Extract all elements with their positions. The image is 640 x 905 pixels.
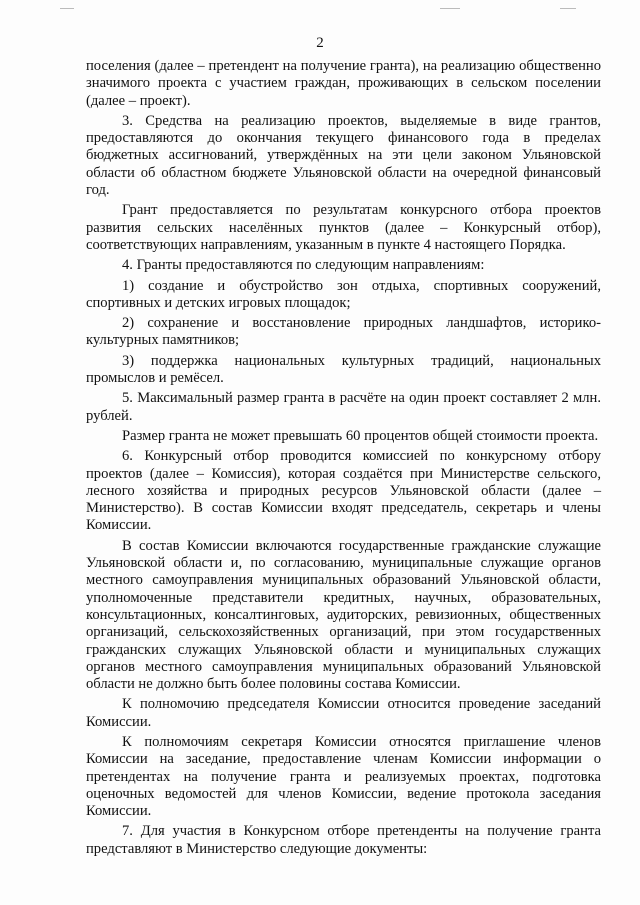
page-number: 2 xyxy=(316,35,324,51)
paragraph: Грант предоставляется по результатам конкурсного отбора проектов развития сельских населённых пунктов (далее – Конкурсный отбор), соответствующих направлениям, указанным в пункте 4 настоящего Порядка. xyxy=(86,202,601,253)
scan-artifact xyxy=(60,8,74,9)
paragraph: 3. Средства на реализацию проектов, выделяемые в виде грантов, предоставляются до окончания текущего финансового года в пределах бюджетных ассигнований, утверждённых на эти цели законом Ульяновской области об областном бюджете Ульяновской области на очередной финансовый год. xyxy=(86,112,601,199)
list-item: 2) сохранение и восстановление природных ландшафтов, историко-культурных памятников; xyxy=(86,315,601,349)
paragraph: 4. Гранты предоставляются по следующим направлениям: xyxy=(122,257,485,274)
paragraph: 5. Максимальный размер гранта в расчёте на один проект составляет 2 млн. рублей. xyxy=(86,390,601,424)
scan-artifact xyxy=(440,8,460,9)
document-body xyxy=(86,58,601,861)
scan-artifact xyxy=(560,8,576,9)
paragraph: Размер гранта не может превышать 60 процентов общей стоимости проекта. xyxy=(122,427,599,444)
paragraph: К полномочию председателя Комиссии относится проведение заседаний Комиссии. xyxy=(86,696,601,730)
paragraph: К полномочиям секретаря Комиссии относятся приглашение членов Комиссии на заседание, предоставление членам Комиссии информации о претендентах на получение гранта и реализуемых проектах, подготовка оценочных ведомостей для членов Комиссии, ведение протокола заседания Комиссии. xyxy=(86,733,601,820)
paragraph: В состав Комиссии включаются государственные гражданские служащие Ульяновской области и, по согласованию, муниципальные служащие органов местного самоуправления муниципальных образований Ульяновской области, уполномоченные представители кредитных, научных, образовательных, консультационных, консалтинговых, аудиторских, ревизионных, общественных организаций, сельскохозяйственных организаций, при этом государственных гражданских служащих Ульяновской области и муниципальных служащих органов местного самоуправления муниципальных образований Ульяновской области не должно быть более половины состава Комиссии. xyxy=(86,537,601,693)
list-item: 1) создание и обустройство зон отдыха, спортивных сооружений, спортивных и детских игровых площадок; xyxy=(86,277,601,311)
paragraph: 6. Конкурсный отбор проводится комиссией по конкурсному отбору проектов (далее – Комиссия), которая создаётся при Министерстве сельского, лесного хозяйства и природных ресурсов Ульяновской области (далее – Министерство). В состав Комиссии входят председатель, секретарь и члены Комиссии. xyxy=(86,448,601,534)
paragraph: поселения (далее – претендент на получение гранта), на реализацию общественно значимого проекта с участием граждан, проживающих в сельском поселении (далее – проект). xyxy=(86,58,601,109)
list-item: 3) поддержка национальных культурных традиций, национальных промыслов и ремёсел. xyxy=(86,352,601,387)
paragraph: 7. Для участия в Конкурсном отборе претенденты на получение гранта представляют в Министерство следующие документы: xyxy=(86,823,601,857)
